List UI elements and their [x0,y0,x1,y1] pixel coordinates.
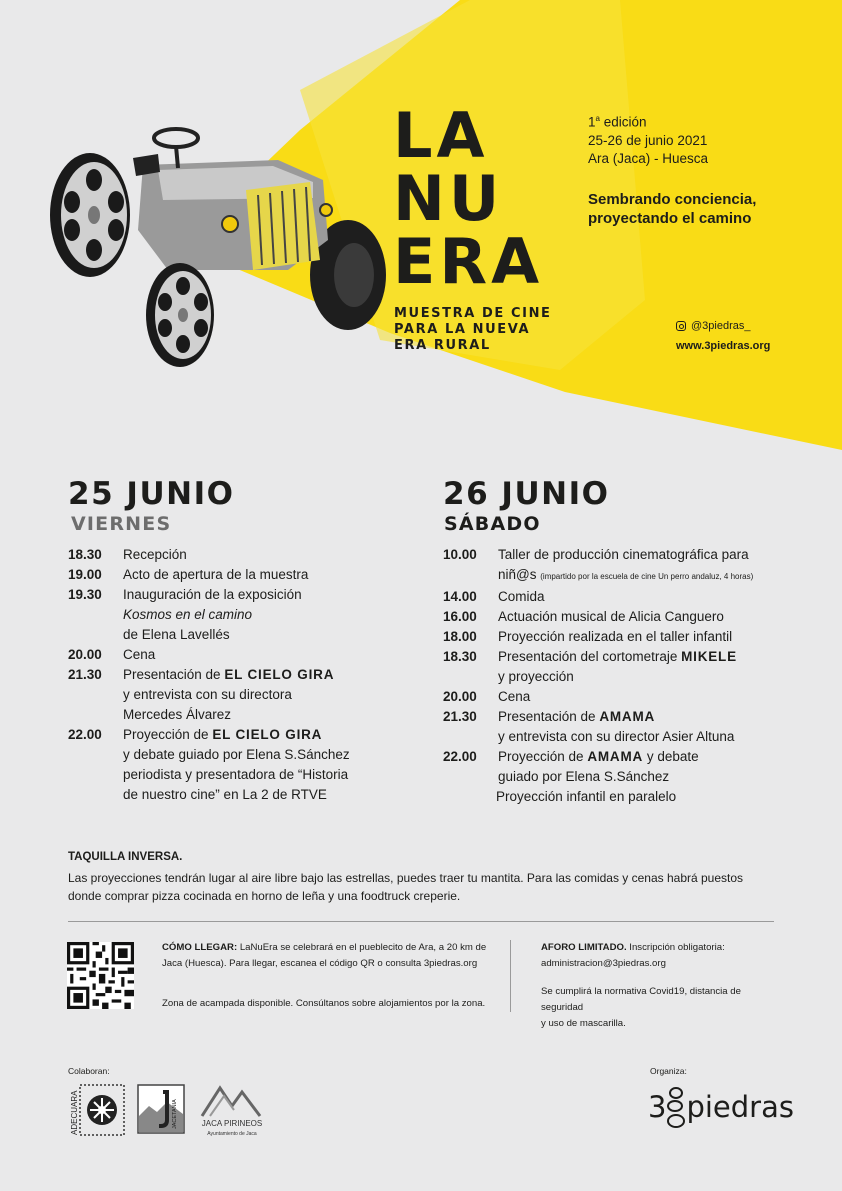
film-title: EL CIELO GIRA [224,667,335,682]
film-title: MIKELE [681,649,737,664]
entry-text: y debate guiado por Elena S.Sánchez [123,747,350,762]
adecuara-text: ADECUARA [70,1090,79,1135]
entry-text: Presentación de [123,667,225,682]
entry-text: Acto de apertura de la muestra [123,567,309,582]
entry-text: de Elena Lavellés [123,627,230,642]
entry-text: Proyección de [498,749,588,764]
schedule-entry [443,747,793,807]
jacetania-text: JACETANIA [172,1099,178,1129]
taquilla-text: Las proyecciones tendrán lugar al aire libre bajo las estrellas, puedes traer tu mantita. Para las comidas y cenas habrá puestos donde comprar pizza cocinada en horno de leña y una foodtruck creperie. [68,871,744,903]
film-title: AMAMA [587,749,644,764]
slogan [588,190,756,228]
day2-weekday: SÁBADO [444,513,541,535]
covid-info: Se cumplirá la normativa Covid19, distancia de seguridad [541,986,741,1013]
instagram-handle[interactable]: @3piedras_ [691,320,751,332]
entry-time: 20.00 [443,689,477,704]
entry-text: y entrevista con su director Asier Altuna [498,729,735,744]
subtitle-line: ERA RURAL [394,338,491,353]
subtitle-line: MUESTRA DE CINE [394,306,552,321]
logo-word: piedras [686,1090,794,1124]
entry-text: y entrevista con su directora [123,687,292,702]
day2-title: 26 JUNIO [443,476,610,512]
entry-text: Recepción [123,547,187,562]
entry-text: Actuación musical de Alicia Canguero [498,609,724,624]
aforo-text: Inscripción obligatoria: [626,942,725,953]
entry-text: Mercedes Álvarez [123,707,232,722]
entry-text: Proyección infantil en paralelo [496,789,677,804]
jaca-pirineos-text: JACA PIRINEOS [201,1119,263,1128]
schedule-entry [68,725,408,805]
film-title: EL CIELO GIRA [212,727,323,742]
entry-text: niñ@s [498,567,537,582]
como-llegar-text: Jaca (Huesca). Para llegar, escanea el código QR o consulta 3piedras.org [162,958,478,969]
logo-number: 3 [648,1090,667,1124]
subtitle-line: PARA LA NUEVA [394,322,531,337]
entry-text: guiado por Elena S.Sánchez [498,769,670,784]
entry-time: 14.00 [443,589,477,604]
covid-info: y uso de mascarilla. [541,1018,626,1029]
schedule-entry [443,687,793,707]
entry-time: 18.00 [443,629,477,644]
entry-time: 18.30 [68,547,102,562]
collab-label: Colaboran: [68,1066,110,1076]
festival-subtitle [394,306,552,354]
day1-weekday: VIERNES [71,513,172,535]
entry-text: Taller de producción cinematográfica para [498,547,749,562]
jacetania-logo [137,1084,185,1134]
exhibition-title: Kosmos en el camino [123,607,253,622]
schedule-entry [443,647,793,687]
day1-title: 25 JUNIO [68,476,235,512]
film-title: AMAMA [599,709,656,724]
3piedras-logo [648,1085,794,1131]
entry-time: 19.30 [68,587,102,602]
website-link[interactable]: www.3piedras.org [676,340,771,352]
entry-text: Inauguración de la exposición [123,587,302,602]
schedule-entry [68,585,408,645]
instagram-icon [676,321,686,331]
entry-text: de nuestro cine” en La 2 de RTVE [123,787,327,802]
entry-time: 10.00 [443,547,477,562]
festival-title-line-1: LA [393,99,489,172]
taquilla-title: TAQUILLA INVERSA. [68,851,183,863]
edition-place: Ara (Jaca) - Huesca [588,150,709,166]
divider [68,921,774,922]
day2-schedule [443,545,793,807]
schedule-entry [443,545,793,587]
schedule-entry [443,627,793,647]
entry-text: Comida [498,589,545,604]
social-links [676,316,770,356]
edition-dates: 25-26 de junio 2021 [588,132,708,148]
entry-text: y proyección [498,669,574,684]
camping-info: Zona de acampada disponible. Consúltanos sobre alojamientos por la zona. [162,998,486,1009]
como-llegar-info [162,940,502,1012]
vertical-divider [510,940,511,1012]
festival-title-line-2: NU [393,162,504,235]
entry-text: periodista y presentadora de “Historia [123,767,349,782]
entry-text: Proyección realizada en el taller infantil [498,629,733,644]
edition-label: 1$^a$ edición [588,114,647,130]
entry-text: Cena [498,689,531,704]
schedule-entry [68,665,408,725]
organiza-label: Organiza: [650,1066,687,1076]
entry-time: 22.00 [68,727,102,742]
entry-text: Cena [123,647,156,662]
entry-text: Presentación de [498,709,600,724]
schedule-entry [443,607,793,627]
schedule-entry [68,645,408,665]
entry-time: 21.30 [443,709,477,724]
como-llegar-label: CÓMO LLEGAR: [162,942,238,953]
ayuntamiento-text: Ayuntamiento de Jaca [207,1131,257,1137]
qr-code-icon[interactable] [67,942,134,1009]
schedule-entry [68,565,408,585]
entry-text: Proyección de [123,727,213,742]
jaca-pirineos-logo [196,1082,268,1138]
como-llegar-text: LaNuEra se celebrará en el pueblecito de Ara, a 20 km de [237,942,487,953]
tractor-illustration [48,120,388,370]
aforo-label: AFORO LIMITADO. [541,942,627,953]
adecuara-logo [68,1082,126,1137]
entry-time: 20.00 [68,647,102,662]
entry-time: 21.30 [68,667,102,682]
stones-icon [666,1085,686,1131]
entry-time: 22.00 [443,749,477,764]
day1-schedule [68,545,408,805]
slogan-line: Sembrando conciencia, [588,191,757,208]
entry-note: (impartido por la escuela de cine Un perro andaluz, 4 horas) [540,572,754,581]
festival-title-line-3: ERA [393,225,544,298]
edition-info [588,110,708,168]
schedule-entry [443,587,793,607]
entry-text: y debate [643,749,699,764]
aforo-info [541,940,781,1032]
contact-email[interactable]: administracion@3piedras.org [541,958,666,969]
entry-time: 16.00 [443,609,477,624]
slogan-line: proyectando el camino [588,210,752,227]
entry-time: 18.30 [443,649,477,664]
entry-time: 19.00 [68,567,102,582]
schedule-entry [68,545,408,565]
schedule-entry [443,707,793,747]
entry-text: Presentación del cortometraje [498,649,682,664]
